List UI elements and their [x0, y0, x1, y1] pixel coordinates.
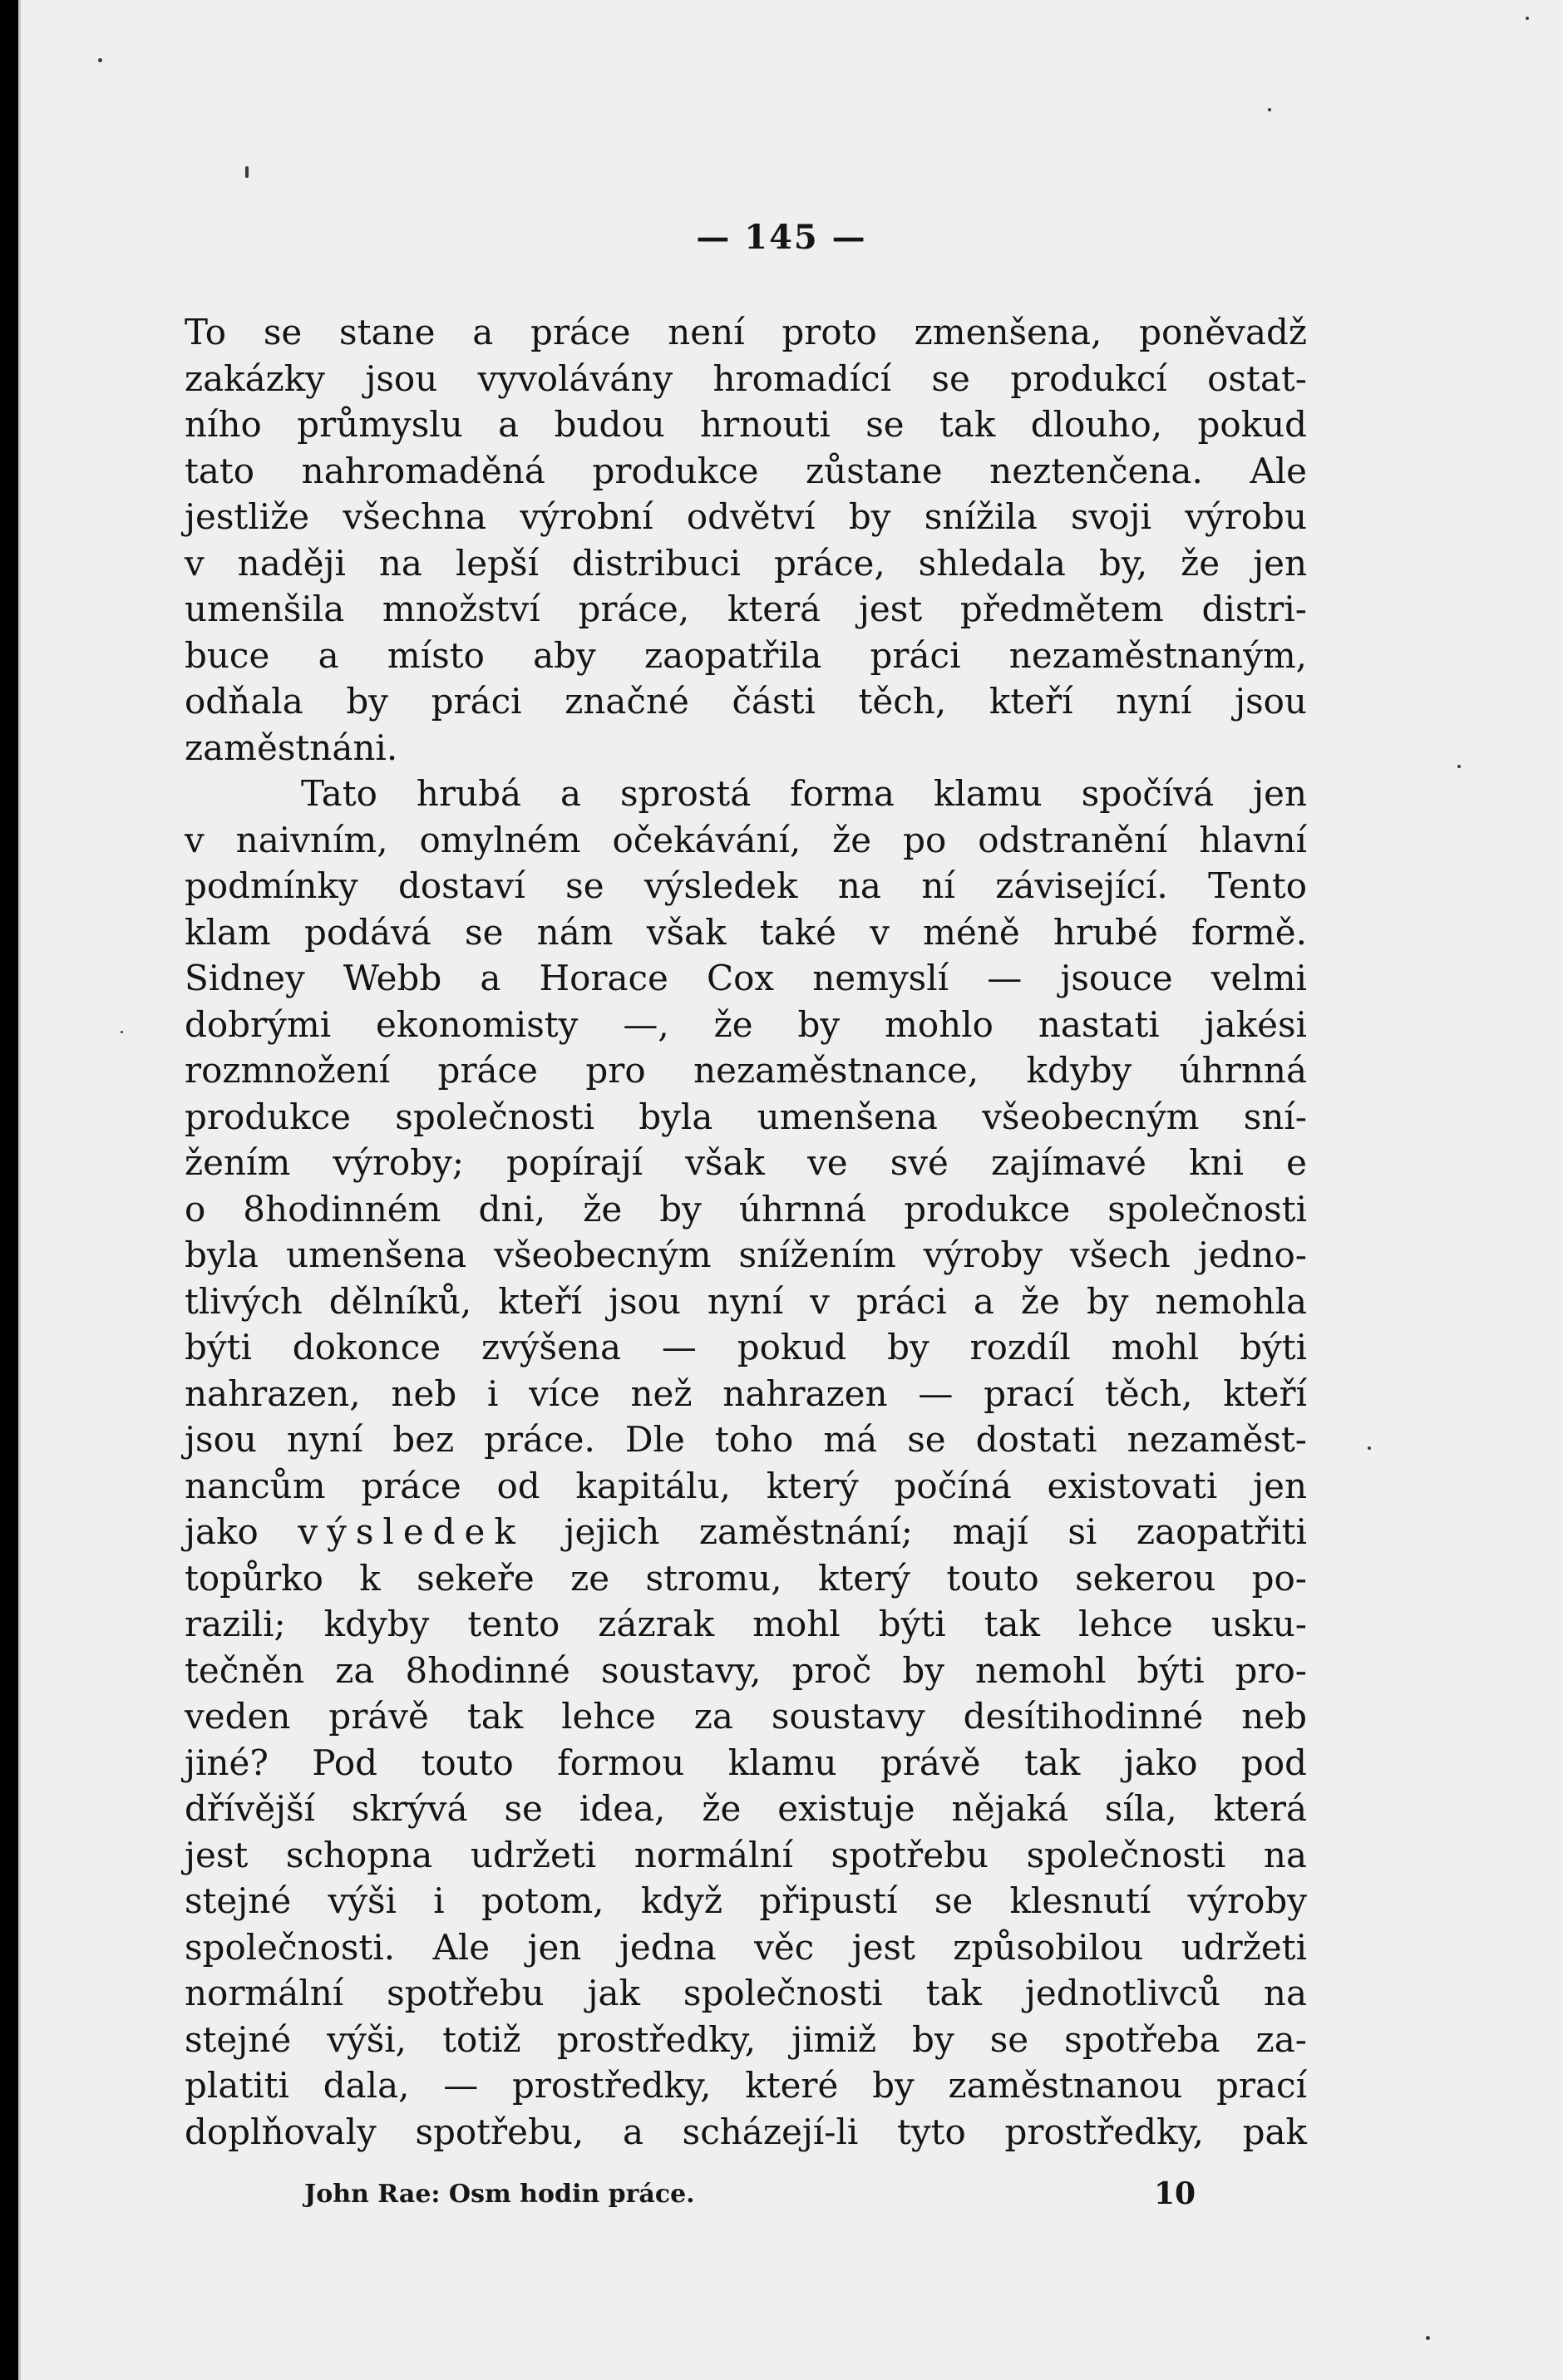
text-line: býti dokonce zvýšena — pokud by rozdíl mohl býti	[185, 1327, 1307, 1367]
text-line: rozmnožení práce pro nezaměstnance, kdyby úhrnná	[185, 1050, 1307, 1091]
text-line: zakázky jsou vyvolávány hromadící se produkcí ostat-	[185, 357, 1307, 399]
print-speck	[1368, 1446, 1371, 1450]
text-line: razili; kdyby tento zázrak mohl býti tak lehce usku-	[185, 1604, 1307, 1644]
line-end: jejich zaměstnání; mají si zaopatřiti	[564, 1511, 1307, 1552]
text-line: jest schopna udržeti normální spotřebu společnosti na	[185, 1834, 1307, 1875]
text-line: dobrými ekonomisty —, že by mohlo nastati jakési	[185, 1003, 1307, 1045]
text-line: buce a místo aby zaopatřila práci nezaměstnaným,	[185, 634, 1307, 676]
text-line: topůrko k sekeře ze stromu, který touto sekerou po-	[185, 1557, 1307, 1599]
signature-mark: 10	[1154, 2176, 1196, 2211]
text-line: v naději na lepší distribuci práce, shledala by, že jen	[185, 542, 1307, 584]
text-line: v naivním, omylném očekávání, že po odstranění hlavní	[185, 819, 1307, 860]
print-speck	[1426, 2336, 1430, 2340]
text-line	[185, 1509, 1307, 1555]
text-line: žením výroby; popírají však ve své zajímavé kni e	[185, 1142, 1307, 1183]
text-line: umenšila množství práce, která jest předmětem distri-	[185, 589, 1307, 629]
print-speck	[245, 166, 249, 178]
text-line: byla umenšena všeobecným snížením výroby všech jedno-	[185, 1234, 1307, 1275]
print-speck	[1526, 17, 1529, 20]
text-line: zaměstnáni.	[185, 727, 398, 768]
page-number: — 145 —	[696, 218, 867, 257]
print-speck	[98, 58, 102, 62]
text-line: klam podává se nám však také v méně hrubé formě.	[185, 911, 1307, 953]
text-line: jsou nyní bez práce. Dle toho má se dostati nezaměst-	[185, 1419, 1307, 1460]
text-line: normální spotřebu jak společnosti tak jednotlivců na	[185, 1973, 1307, 2013]
print-speck	[121, 1031, 123, 1033]
body-text	[185, 309, 1307, 2155]
text-line: jestliže všechna výrobní odvětví by snížila svoji výrobu	[185, 496, 1307, 537]
text-line: stejné výši i potom, když připustí se klesnutí výroby	[185, 1880, 1307, 1921]
text-line: produkce společnosti byla umenšena všeobecným sní-	[185, 1096, 1307, 1137]
text-line: nancům práce od kapitálu, který počíná existovati jen	[185, 1465, 1307, 1506]
line-start: jako	[185, 1511, 259, 1552]
text-line: podmínky dostaví se výsledek na ní závisející. Tento	[185, 865, 1307, 906]
text-line: společnosti. Ale jen jedna věc jest způsobilou udržeti	[185, 1926, 1307, 1968]
page-footer	[0, 2176, 1563, 2221]
text-line: dřívější skrývá se idea, že existuje nějaká síla, která	[185, 1788, 1307, 1829]
text-line: ního průmyslu a budou hrnouti se tak dlouho, pokud	[185, 404, 1307, 445]
text-line: tečněn za 8hodinné soustavy, proč by nemohl býti pro-	[185, 1649, 1307, 1691]
text-line: platiti dala, — prostředky, které by zaměstnanou prací	[185, 2065, 1307, 2106]
text-line: Sidney Webb a Horace Cox nemyslí — jsouce velmi	[185, 958, 1307, 998]
print-speck	[1457, 765, 1461, 768]
footer-source: John Rae: Osm hodin práce.	[304, 2180, 695, 2209]
text-line: tato nahromaděná produkce zůstane neztenčena. Ale	[185, 450, 1307, 491]
text-line: o 8hodinném dni, že by úhrnná produkce společnosti	[185, 1188, 1307, 1229]
text-line: jiné? Pod touto formou klamu právě tak jako pod	[185, 1742, 1307, 1783]
text-line: odňala by práci značné části těch, kteří nyní jsou	[185, 681, 1307, 722]
emphasized-word: výsledek	[298, 1511, 525, 1552]
text-line: stejné výši, totiž prostředky, jimiž by se spotřeba za-	[185, 2018, 1307, 2060]
text-line: To se stane a práce není proto zmenšena, poněvadž	[185, 312, 1307, 352]
text-line: nahrazen, neb i více než nahrazen — prací těch, kteří	[185, 1372, 1307, 1414]
text-line: doplňovaly spotřebu, a scházejí-li tyto prostředky, pak	[185, 2111, 1307, 2152]
print-speck	[1268, 108, 1271, 111]
text-line: veden právě tak lehce za soustavy desítihodinné neb	[185, 1696, 1307, 1737]
text-line: Tato hrubá a sprostá forma klamu spočívá jen	[301, 773, 1307, 814]
text-line: tlivých dělníků, kteří jsou nyní v práci a že by nemohla	[185, 1280, 1307, 1322]
